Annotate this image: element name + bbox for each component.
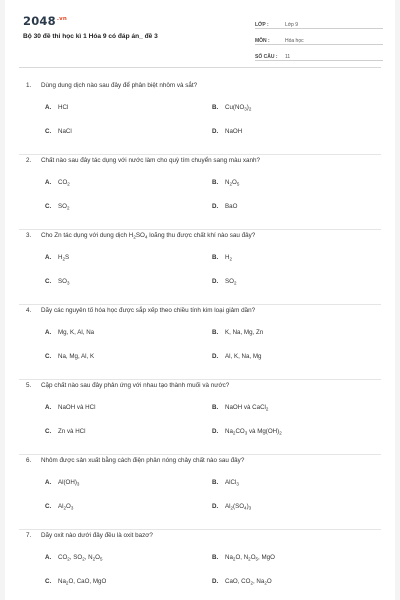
answer-option[interactable] — [212, 404, 268, 412]
option-text: NaCl — [58, 128, 72, 135]
option-text: $CO_2$ — [58, 179, 70, 187]
question-stem — [26, 382, 229, 389]
question-6 — [19, 455, 381, 530]
option-letter: D. — [212, 203, 219, 210]
option-letter: D. — [212, 503, 219, 510]
option-letter: D. — [212, 128, 219, 135]
option-text: $SO_2$ — [225, 278, 237, 286]
option-text: $SO_3$ — [58, 278, 70, 286]
answer-option[interactable] — [212, 179, 239, 187]
option-letter: C. — [45, 428, 52, 435]
option-text: Na, Mg, Al, K — [58, 353, 95, 360]
option-text: Mg, K, Al, Na — [58, 329, 95, 336]
option-letter: C. — [45, 503, 52, 510]
answer-option[interactable] — [45, 128, 72, 135]
meta-label: MÔN : — [255, 38, 270, 44]
option-letter: A. — [45, 254, 52, 261]
question-text: Nhôm được sản xuất bằng cách điện phân nóng chảy chất nào sau đây? — [41, 457, 245, 464]
question-1 — [19, 80, 381, 155]
answer-option[interactable] — [212, 329, 263, 336]
option-text: K, Na, Mg, Zn — [225, 329, 264, 336]
option-letter: B. — [212, 254, 219, 261]
option-letter: B. — [212, 179, 219, 186]
option-letter: C. — [45, 128, 52, 135]
answer-option[interactable] — [45, 179, 70, 187]
option-letter: A. — [45, 479, 52, 486]
option-text: Zn và HCl — [58, 428, 86, 435]
option-text: $CO_2$, $SO_2$, $N_2O_5$ — [58, 554, 103, 562]
option-letter: B. — [212, 554, 219, 561]
answer-option[interactable] — [45, 479, 79, 487]
answer-option[interactable] — [45, 353, 94, 360]
option-text: $N_2O_5$ — [225, 179, 240, 187]
exam-meta — [255, 13, 383, 61]
question-stem — [26, 157, 260, 164]
question-4 — [19, 305, 381, 380]
meta-row-class — [255, 13, 383, 29]
option-text: $Al(OH)_3$ — [58, 479, 80, 487]
site-logo[interactable] — [23, 14, 67, 28]
answer-option[interactable] — [45, 554, 102, 562]
option-letter: A. — [45, 554, 52, 561]
question-number: 7. — [26, 532, 32, 539]
logo-suffix: .vn — [56, 16, 68, 23]
question-5 — [19, 380, 381, 455]
meta-row-count — [255, 45, 383, 61]
option-text: $Na_2O$, $N_2O_5$, MgO — [225, 554, 275, 562]
question-text: Dùng dung dịch nào sau đây để phân biệt nhôm và sắt? — [41, 82, 198, 89]
meta-value: Lớp 9 — [285, 22, 299, 28]
meta-label: LỚP : — [255, 22, 269, 28]
option-text: $H_2$ — [225, 254, 232, 262]
option-text: $Al_2O_3$ — [58, 503, 74, 511]
option-letter: A. — [45, 404, 52, 411]
question-number: 5. — [26, 382, 32, 389]
option-letter: D. — [212, 278, 219, 285]
question-stem — [26, 307, 255, 314]
exam-header — [5, 0, 395, 62]
option-letter: A. — [45, 104, 52, 111]
option-letter: D. — [212, 578, 219, 585]
option-letter: B. — [212, 479, 219, 486]
option-letter: C. — [45, 203, 52, 210]
option-letter: C. — [45, 278, 52, 285]
answer-option[interactable] — [212, 254, 232, 262]
header-divider — [19, 67, 381, 68]
question-stem — [26, 457, 244, 464]
answer-option[interactable] — [45, 329, 94, 336]
answer-option[interactable] — [45, 404, 95, 411]
option-letter: B. — [212, 404, 219, 411]
option-text: BaO — [225, 203, 238, 210]
question-2 — [19, 155, 381, 230]
answer-option[interactable] — [45, 278, 69, 286]
answer-option[interactable] — [212, 353, 261, 360]
question-text: Cặp chất nào sau đây phản ứng với nhau tạo thành muối và nước? — [41, 382, 230, 389]
answer-option[interactable] — [45, 578, 106, 586]
answer-option[interactable] — [212, 278, 236, 286]
answer-option[interactable] — [45, 254, 69, 262]
answer-option[interactable] — [212, 503, 251, 511]
option-text: AlCl$_3$ — [225, 479, 239, 487]
answer-option[interactable] — [212, 428, 282, 436]
option-text: $Cu(NO_3)_2$ — [225, 104, 252, 112]
option-letter: B. — [212, 104, 219, 111]
question-number: 6. — [26, 457, 32, 464]
question-text: Dãy oxit nào dưới đây đều là oxit bazơ? — [41, 532, 153, 539]
option-text: CaO, $CO_2$, $Na_2O$ — [225, 578, 272, 586]
answer-option[interactable] — [45, 203, 69, 211]
question-stem — [26, 232, 255, 240]
answer-option[interactable] — [212, 128, 242, 135]
option-letter: C. — [45, 353, 52, 360]
question-3 — [19, 230, 381, 305]
question-number: 3. — [26, 232, 32, 239]
answer-option[interactable] — [45, 428, 86, 435]
option-text: Al, K, Na, Mg — [225, 353, 262, 360]
meta-value: Hóa học — [285, 38, 304, 44]
option-text: NaOH và CaCl$_2$ — [225, 404, 269, 412]
question-number: 4. — [26, 307, 32, 314]
question-number: 1. — [26, 82, 32, 89]
answer-option[interactable] — [212, 578, 272, 586]
question-number: 2. — [26, 157, 32, 164]
question-stem — [26, 82, 197, 89]
option-text: NaOH và HCl — [58, 404, 96, 411]
meta-label: SỐ CÂU : — [255, 54, 278, 60]
exam-title: Bộ 30 đề thi học kì 1 Hóa 9 có đáp án_ đề 3 — [23, 33, 158, 40]
option-letter: D. — [212, 353, 219, 360]
option-text: $H_2S$ — [58, 254, 70, 262]
question-7 — [19, 530, 381, 600]
option-letter: A. — [45, 179, 52, 186]
logo-text: 2048 — [23, 14, 56, 28]
option-text: NaOH — [225, 128, 243, 135]
answer-option[interactable] — [212, 554, 275, 562]
question-text: Dãy các nguyên tố hóa học được sắp xếp theo chiều tính kim loại giảm dần? — [41, 307, 256, 314]
option-text: $Na_2CO_3$ và $Mg(OH)_2$ — [225, 428, 282, 436]
question-text: Cho Zn tác dụng với dung dịch $H_2SO_4$ loãng thu được chất khí nào sau đây? — [41, 232, 256, 240]
option-letter: C. — [45, 578, 52, 585]
question-stem — [26, 532, 153, 539]
option-text: $SO_2$ — [58, 203, 70, 211]
option-letter: A. — [45, 329, 52, 336]
meta-row-subject — [255, 29, 383, 45]
question-list — [5, 80, 395, 600]
answer-option[interactable] — [45, 104, 68, 111]
option-letter: B. — [212, 329, 219, 336]
answer-option[interactable] — [212, 203, 237, 210]
meta-value: 11 — [285, 54, 291, 60]
exam-page — [5, 0, 395, 600]
question-text: Chất nào sau đây tác dụng với nước làm cho quỳ tím chuyển sang màu xanh? — [41, 157, 260, 164]
option-text: $Al_2(SO_4)_3$ — [225, 503, 252, 511]
option-text: $Na_2O$, CaO, MgO — [58, 578, 107, 586]
answer-option[interactable] — [212, 104, 251, 112]
option-letter: D. — [212, 428, 219, 435]
answer-option[interactable] — [45, 503, 73, 511]
answer-option[interactable] — [212, 479, 239, 487]
option-text: HCl — [58, 104, 69, 111]
